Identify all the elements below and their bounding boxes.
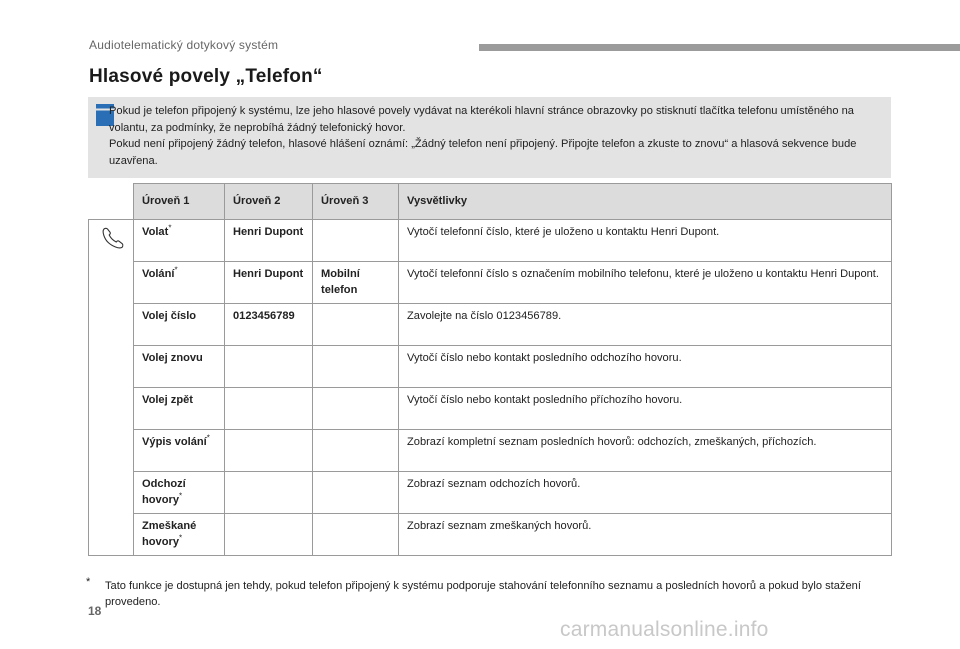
command-label: Volat: [142, 226, 169, 238]
cell-level3: [313, 346, 399, 388]
cell-level3: [313, 514, 399, 556]
cell-explanation: Vytočí telefonní číslo, které je uloženo u kontaktu Henri Dupont.: [399, 220, 892, 262]
cell-explanation: Vytočí číslo nebo kontakt posledního příchozího hovoru.: [399, 388, 892, 430]
command-label: Volej zpět: [142, 394, 193, 406]
cell-level2: [225, 388, 313, 430]
cell-explanation: Vytočí telefonní číslo s označením mobilního telefonu, které je uloženo u kontaktu Henri Dupont.: [399, 262, 892, 304]
footnote-star: *: [179, 491, 183, 501]
cell-explanation: Zobrazí seznam odchozích hovorů.: [399, 472, 892, 514]
cell-level1: [134, 346, 225, 388]
cell-level1: [134, 262, 225, 304]
cell-explanation: Zavolejte na číslo 0123456789.: [399, 304, 892, 346]
command-label: Volej znovu: [142, 352, 203, 364]
cell-level1: [134, 430, 225, 472]
table-row: [89, 220, 892, 262]
voice-command-table: [88, 183, 892, 556]
cell-level2: [225, 430, 313, 472]
table-row: [89, 514, 892, 556]
footnote-star: *: [168, 223, 172, 233]
section-header: Audiotelematický dotykový systém: [89, 38, 279, 52]
header-level3: Úroveň 3: [313, 184, 399, 220]
page-number: 18: [88, 604, 102, 618]
info-line-1: Pokud je telefon připojený k systému, lze jeho hlasové povely vydávat na kterékoli hlavní stránce obrazovky po stisknutí tlačítka telefonu umístěného na volantu, za podmínky, že neprobíhá žádný telefonický hovor.: [109, 105, 854, 134]
phone-icon-cell: [89, 220, 134, 556]
command-label: Zmeškané hovory: [142, 520, 197, 548]
footnote-star: *: [179, 533, 183, 543]
cell-level2: [225, 514, 313, 556]
command-label: Volání: [142, 268, 175, 280]
info-text: [109, 103, 889, 169]
table-row: [89, 346, 892, 388]
footnote-star: *: [174, 265, 178, 275]
table-header-row: [89, 184, 892, 220]
cell-level3: Mobilní telefon: [313, 262, 399, 304]
table-row: [89, 430, 892, 472]
cell-explanation: Zobrazí kompletní seznam posledních hovorů: odchozích, zmeškaných, příchozích.: [399, 430, 892, 472]
cell-level2: Henri Dupont: [225, 220, 313, 262]
cell-level3: [313, 220, 399, 262]
cell-level2: 0123456789: [225, 304, 313, 346]
table-row: [89, 262, 892, 304]
cell-level1: [134, 388, 225, 430]
info-box: [88, 97, 891, 178]
table-row: [89, 388, 892, 430]
cell-level2: [225, 472, 313, 514]
cell-level3: [313, 388, 399, 430]
header-level2: Úroveň 2: [225, 184, 313, 220]
table-row: [89, 472, 892, 514]
cell-level2: Henri Dupont: [225, 262, 313, 304]
header-blank: [89, 184, 134, 220]
command-label: Výpis volání: [142, 436, 207, 448]
cell-level1: [134, 514, 225, 556]
footnote-star: *: [206, 433, 210, 443]
command-label: Volej číslo: [142, 310, 197, 322]
header-explanation: Vysvětlivky: [399, 184, 892, 220]
header-level1: Úroveň 1: [134, 184, 225, 220]
cell-level3: [313, 472, 399, 514]
footnote-marker: *: [86, 576, 91, 588]
page-title: Hlasové povely „Telefon“: [89, 66, 323, 87]
command-label: Odchozí hovory: [142, 478, 186, 506]
footnote-text: Tato funkce je dostupná jen tehdy, pokud telefon připojený k systému podporuje stahování telefonního seznamu a posledních hovorů a pokud bylo stažení provedeno.: [105, 580, 861, 608]
watermark: carmanualsonline.info: [560, 618, 769, 641]
info-line-2: Pokud není připojený žádný telefon, hlasové hlášení oznámí: „Žádný telefon není připojený. Připojte telefon a zkuste to znovu“ a hlasová sekvence bude uzavřena.: [109, 138, 857, 167]
cell-level1: [134, 472, 225, 514]
table-row: [89, 304, 892, 346]
cell-level1: [134, 304, 225, 346]
cell-level3: [313, 304, 399, 346]
cell-explanation: Vytočí číslo nebo kontakt posledního odchozího hovoru.: [399, 346, 892, 388]
cell-level1: [134, 220, 225, 262]
header-bar: [479, 44, 960, 51]
cell-explanation: Zobrazí seznam zmeškaných hovorů.: [399, 514, 892, 556]
cell-level2: [225, 346, 313, 388]
phone-icon: [101, 226, 125, 250]
cell-level3: [313, 430, 399, 472]
